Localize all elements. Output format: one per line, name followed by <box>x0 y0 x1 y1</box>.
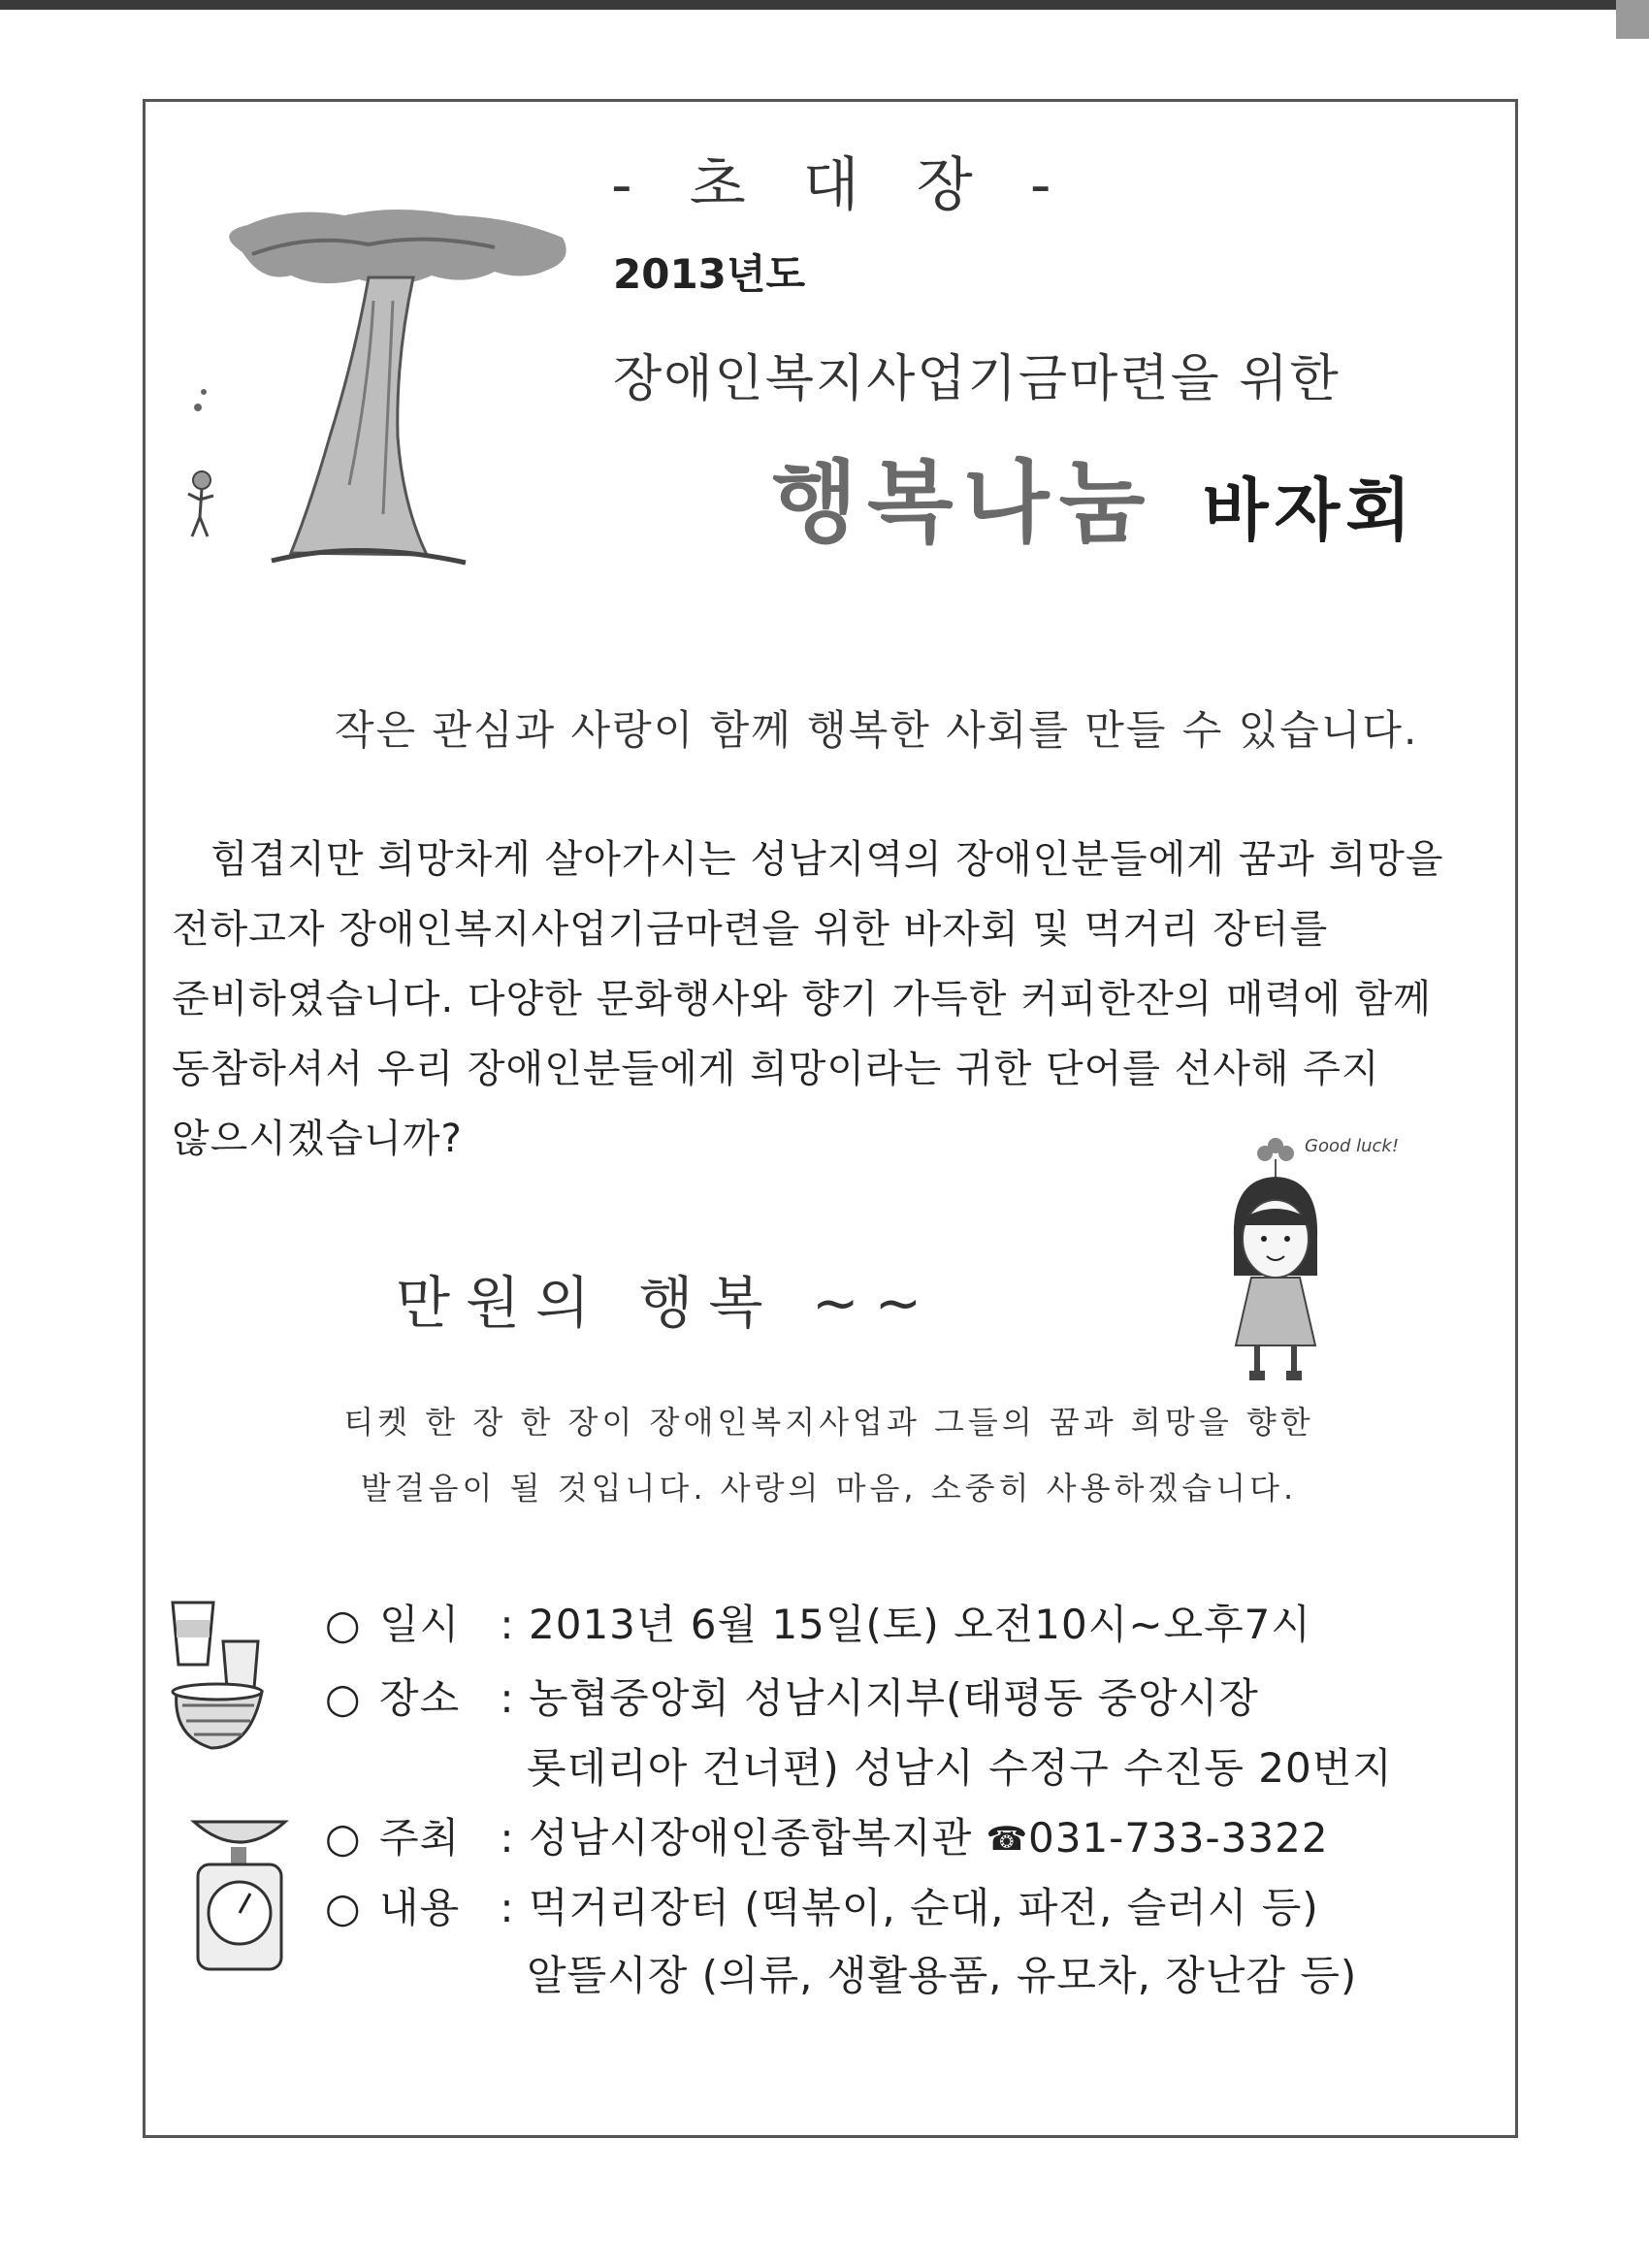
host-phone: 031-733-3322 <box>1028 1814 1329 1862</box>
colon: : <box>500 1814 515 1862</box>
bullet-circle: ○ <box>325 1601 362 1648</box>
date-label: 일시 <box>379 1601 461 1648</box>
invitation-heading: - 초 대 장 - <box>611 151 1071 219</box>
colon: : <box>500 1601 515 1648</box>
bullet-circle: ○ <box>325 1884 362 1931</box>
place-value-continued: 롯데리아 건너편) 성남시 수정구 수진동 20번지 <box>527 1744 1393 1792</box>
good-luck-text: Good luck! <box>1305 1136 1400 1156</box>
date-value: 2013년 6월 15일(토) 오전10시~오후7시 <box>529 1601 1311 1648</box>
ticket-message <box>172 1389 1486 1521</box>
tree-illustration <box>175 194 582 582</box>
event-title-sub: 바자회 <box>1203 470 1417 550</box>
content-label: 내용 <box>379 1884 461 1931</box>
lead-sentence: 작은 관심과 사랑이 함께 행복한 사회를 만들 수 있습니다. <box>335 706 1419 754</box>
event-year: 2013년도 <box>613 250 806 298</box>
place-row <box>325 1667 1259 1725</box>
colon: : <box>500 1674 515 1722</box>
content-value-continued: 알뜰시장 (의류, 생활용품, 유모차, 장난감 등) <box>527 1952 1358 1999</box>
content-value: 먹거리장터 (떡볶이, 순대, 파전, 슬러시 등) <box>529 1884 1319 1931</box>
place-value: 농협중앙회 성남시지부(태평동 중앙시장 <box>529 1674 1259 1722</box>
scan-edge <box>0 0 1649 10</box>
place-label: 장소 <box>379 1674 461 1722</box>
host-label: 주최 <box>379 1814 461 1862</box>
ticket-line-1: 티켓 한 장 한 장이 장애인복지사업과 그들의 꿈과 희망을 향한 <box>343 1404 1314 1441</box>
event-title-main: 행복나눔 <box>771 451 1155 555</box>
scan-edge <box>1616 0 1649 39</box>
scale-illustration <box>186 1804 293 1979</box>
girl-illustration <box>1212 1130 1436 1387</box>
bullet-circle: ○ <box>325 1814 362 1862</box>
host-row <box>325 1806 1329 1864</box>
content-row <box>325 1876 1319 1934</box>
invitation-body: 힘겹지만 희망차게 살아가시는 성남지역의 장애인분들에게 꿈과 희망을 전하고자 장애인복지사업기금마련을 위한 바자회 및 먹거리 장터를 준비하였습니다. 다양한 문화행사와 향기 가득한 커피한잔의 매력에 함께 동참하셔서 우리 장애인분들에게 희망이라는 귀한 단어를 선사해 주지 않으시겠습니까? <box>172 837 1444 1161</box>
cups-illustration <box>163 1591 299 1766</box>
event-purpose: 장애인복지사업기금마련을 위한 <box>613 350 1341 408</box>
happy-ticket-title: 만원의 행복 ~~ <box>396 1270 938 1336</box>
colon: : <box>500 1884 515 1931</box>
date-row <box>325 1593 1311 1651</box>
ticket-line-2: 발걸음이 될 것입니다. 사랑의 마음, 소중히 사용하겠습니다. <box>360 1470 1298 1507</box>
bullet-circle: ○ <box>325 1674 362 1722</box>
telephone-icon: ☎ <box>986 1820 1029 1859</box>
host-value: 성남시장애인종합복지관 <box>529 1814 973 1862</box>
